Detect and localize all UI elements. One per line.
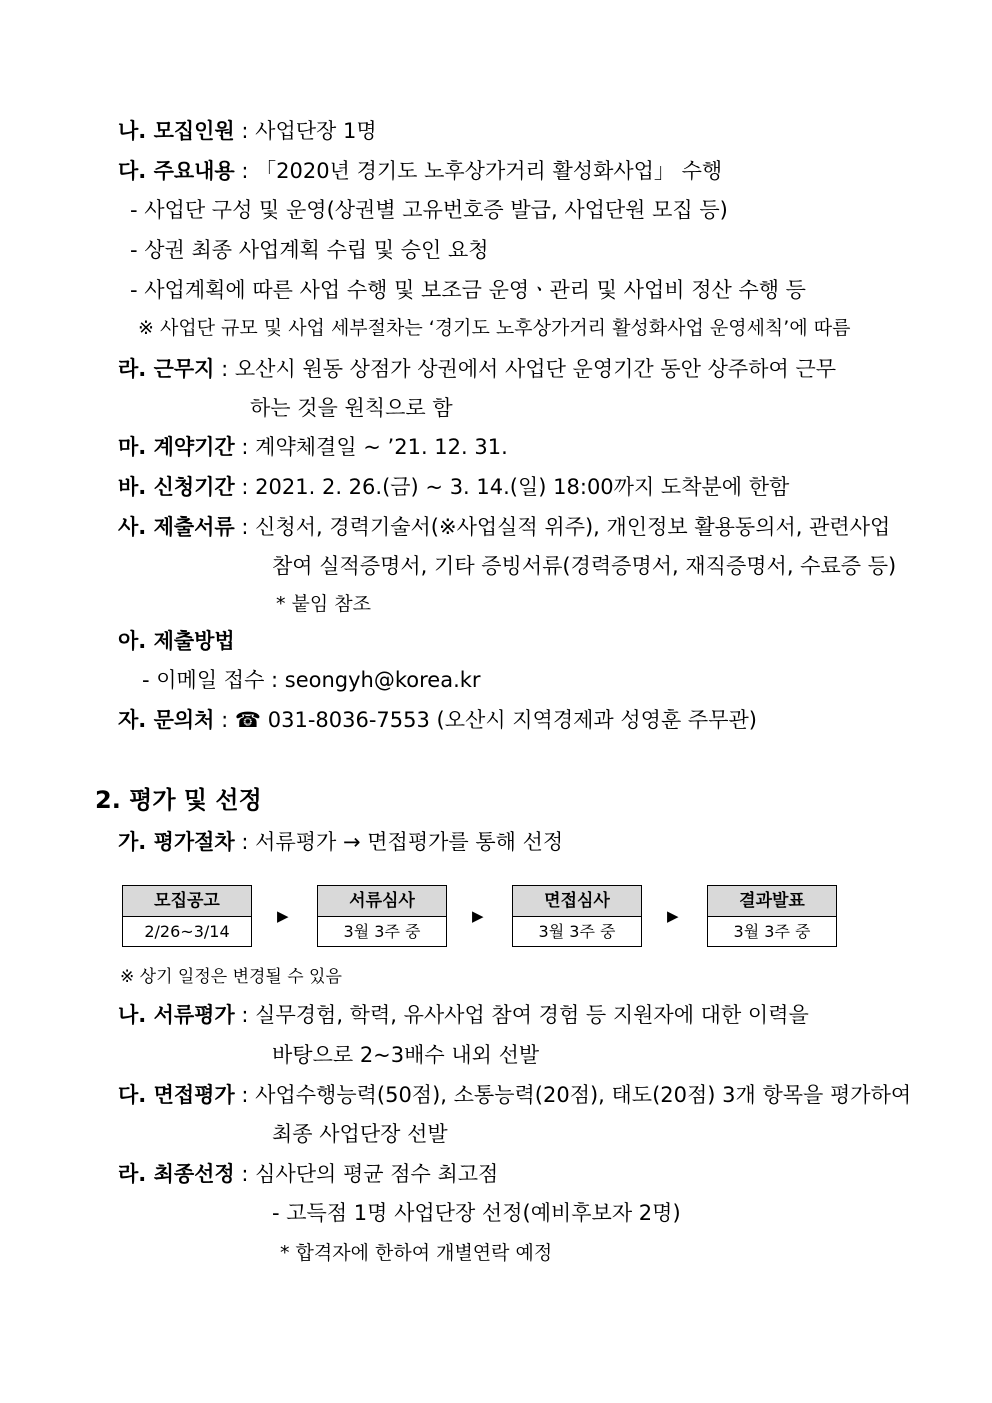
contract-label: 마. 계약기간 [118, 435, 235, 459]
phone-icon: ☎ [234, 708, 262, 732]
interview-row [118, 1080, 911, 1110]
flow-step-announcement [707, 885, 837, 947]
flow-arrow-icon: ▶ [667, 907, 679, 925]
content-note: ※ 사업단 규모 및 사업 세부절차는 ‘경기도 노후상가거리 활성화사업 운영세칙’에 따름 [138, 317, 851, 339]
flow-arrow-icon: ▶ [472, 907, 484, 925]
recruit-row [118, 116, 377, 146]
procedure-sep: : [241, 830, 249, 854]
documents-line2: 참여 실적증명서, 기타 증빙서류(경력증명서, 재직증명서, 수료증 등) [272, 554, 897, 578]
documents-note: * 붙임 참조 [276, 593, 371, 615]
flow-step-interview [512, 885, 642, 947]
workplace-line1: 오산시 원동 상점가 상권에서 사업단 운영기간 동안 상주하여 근무 [234, 357, 837, 381]
content-item: - 사업단 구성 및 운영(상권별 고유번호증 발급, 사업단원 모집 등) [130, 198, 728, 222]
workplace-line2: 하는 것을 원칙으로 함 [250, 396, 453, 420]
contract-sep: : [241, 435, 249, 459]
final-item: - 고득점 1명 사업단장 선정(예비후보자 2명) [272, 1201, 681, 1225]
contact-text: 031-8036-7553 (오산시 지역경제과 성영훈 주무관) [267, 708, 757, 732]
flow-step-date: 3월 3주 중 [343, 922, 421, 941]
procedure-text: 서류평가 → 면접평가를 통해 선정 [255, 830, 564, 854]
flow-step-recruit [122, 885, 252, 947]
flow-step-date: 3월 3주 중 [538, 922, 616, 941]
procedure-label: 가. 평가절차 [118, 830, 235, 854]
content-text: 「2020년 경기도 노후상가거리 활성화사업」 수행 [255, 159, 723, 183]
doc-eval-row [118, 1000, 809, 1030]
final-row [118, 1159, 498, 1189]
final-note: * 합격자에 한하여 개별연락 예정 [280, 1242, 553, 1264]
flow-note: ※ 상기 일정은 변경될 수 있음 [120, 967, 342, 987]
flow-step-date: 3월 3주 중 [733, 922, 811, 941]
content-sep: : [241, 159, 249, 183]
workplace-sep: : [221, 357, 229, 381]
documents-sep: : [241, 515, 249, 539]
doc-eval-line2: 바탕으로 2~3배수 내외 선발 [272, 1043, 540, 1067]
workplace-label: 라. 근무지 [118, 357, 215, 381]
documents-line1: 신청서, 경력기술서(※사업실적 위주), 개인정보 활용동의서, 관련사업 [255, 515, 891, 539]
recruit-sep: : [241, 119, 249, 143]
contact-label: 자. 문의처 [118, 708, 215, 732]
workplace-row [118, 354, 836, 384]
flow-step-document-review [317, 885, 447, 947]
procedure-row [118, 827, 563, 857]
apply-period-row [118, 472, 789, 502]
doc-eval-label: 나. 서류평가 [118, 1003, 235, 1027]
interview-line1: 사업수행능력(50점), 소통능력(20점), 태도(20점) 3개 항목을 평가하여 [255, 1083, 912, 1107]
flow-arrow-icon: ▶ [277, 907, 289, 925]
content-item: - 상권 최종 사업계획 수립 및 승인 요청 [130, 238, 489, 262]
interview-label: 다. 면접평가 [118, 1083, 235, 1107]
apply-period-label: 바. 신청기간 [118, 475, 235, 499]
flow-step-title: 결과발표 [708, 886, 836, 917]
flow-step-title: 모집공고 [123, 886, 251, 917]
final-sep: : [241, 1162, 249, 1186]
apply-period-text: 2021. 2. 26.(금) ~ 3. 14.(일) 18:00까지 도착분에 한함 [255, 475, 790, 499]
flow-step-title: 면접심사 [513, 886, 641, 917]
interview-sep: : [241, 1083, 249, 1107]
doc-eval-line1: 실무경험, 학력, 유사사업 참여 경험 등 지원자에 대한 이력을 [255, 1003, 809, 1027]
contact-sep: : [221, 708, 229, 732]
section2-title: 2. 평가 및 선정 [95, 786, 262, 814]
flow-step-title: 서류심사 [318, 886, 446, 917]
contract-text: 계약체결일 ~ ’21. 12. 31. [255, 435, 508, 459]
interview-line2: 최종 사업단장 선발 [272, 1122, 448, 1146]
method-item: - 이메일 접수 : seongyh@korea.kr [142, 668, 481, 692]
content-row [118, 156, 722, 186]
documents-label: 사. 제출서류 [118, 515, 235, 539]
flow-step-date: 2/26~3/14 [144, 922, 230, 941]
contract-row [118, 432, 508, 462]
doc-eval-sep: : [241, 1003, 249, 1027]
final-label: 라. 최종선정 [118, 1162, 235, 1186]
recruit-text: 사업단장 1명 [255, 119, 377, 143]
final-text: 심사단의 평균 점수 최고점 [255, 1162, 499, 1186]
contact-row [118, 705, 757, 735]
documents-row [118, 512, 890, 542]
apply-period-sep: : [241, 475, 249, 499]
content-label: 다. 주요내용 [118, 159, 235, 183]
recruit-label: 나. 모집인원 [118, 119, 235, 143]
method-label: 아. 제출방법 [118, 629, 235, 653]
content-item: - 사업계획에 따른 사업 수행 및 보조금 운영ㆍ관리 및 사업비 정산 수행 등 [130, 278, 806, 302]
